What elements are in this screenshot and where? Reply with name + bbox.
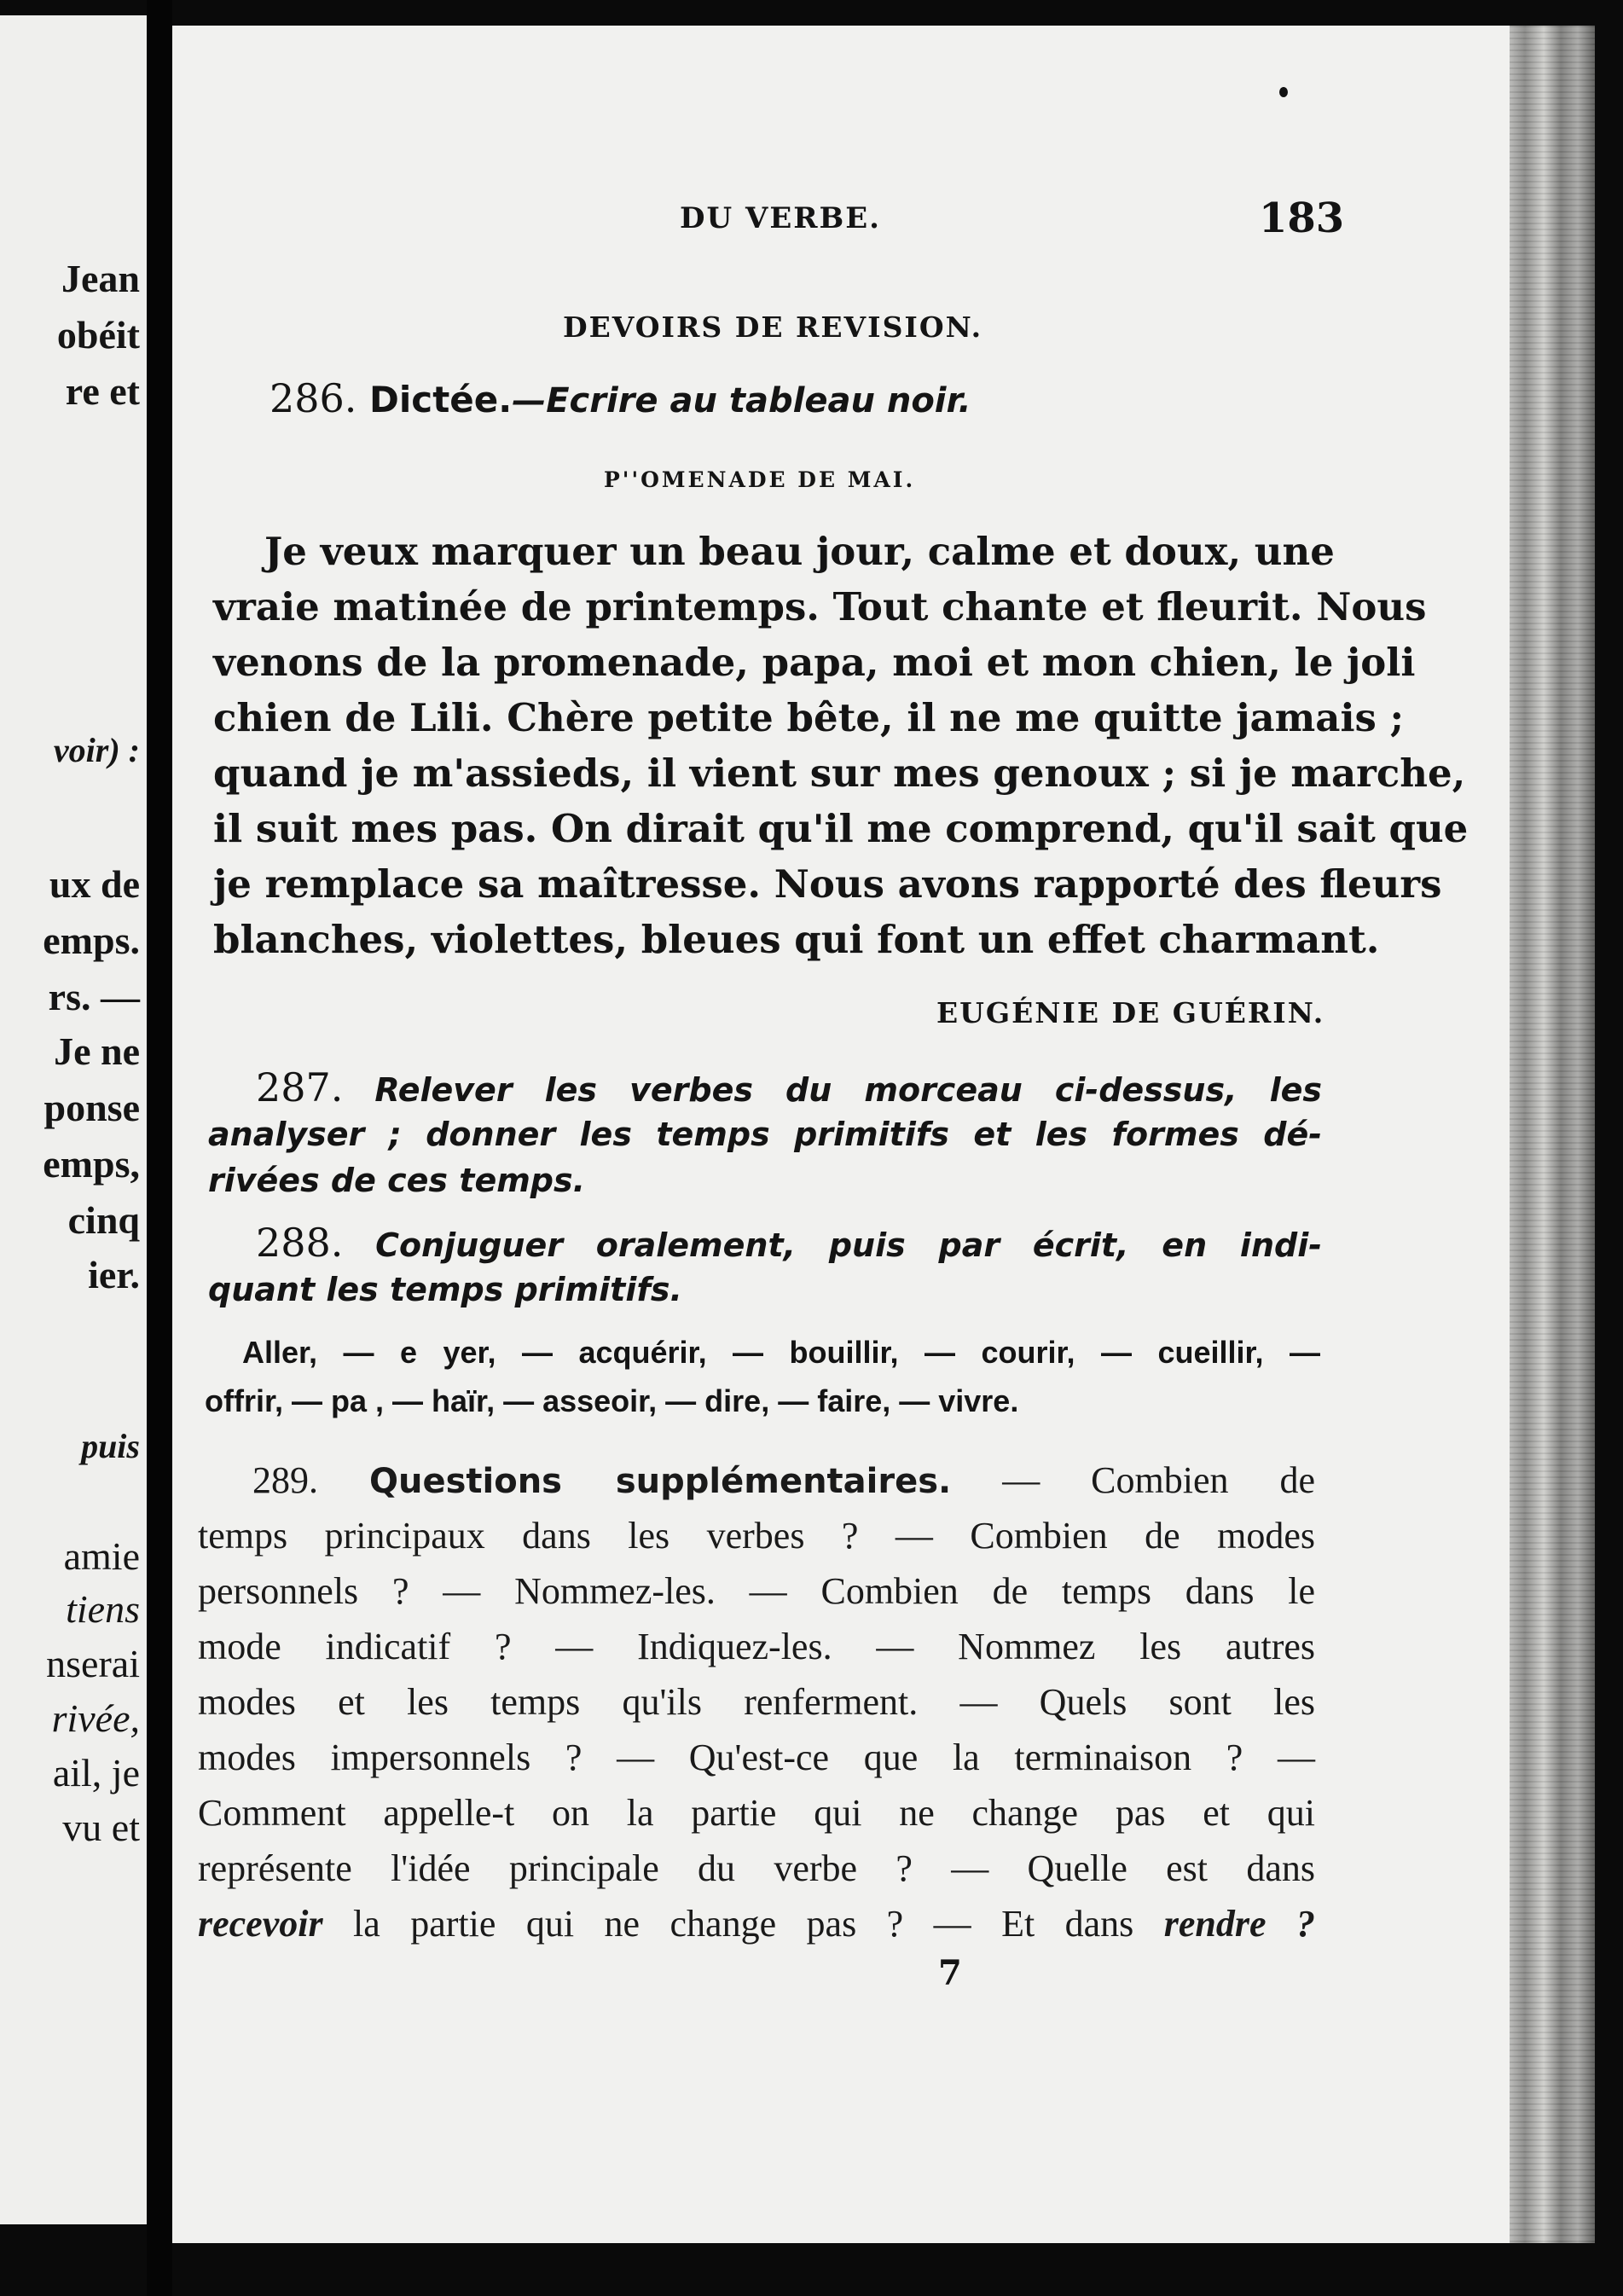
left-page-line: ail, je [52,1751,140,1794]
question-line: temps principaux dans les verbes ? — Combien de modes [198,1515,1315,1557]
exercise-number: 287. [256,1064,344,1110]
left-page-line: ier. [88,1253,140,1296]
dictation-line: je remplace sa maîtresse. Nous avons rapporté des fleurs [213,861,1442,907]
left-page-line: ux de [49,862,140,906]
exercise-instruction-text: Relever les verbes du morceau ci-dessus, les [374,1071,1322,1109]
question-italic-word: recevoir [198,1903,323,1945]
dictation-line: Je veux marquer un beau jour, calme et doux, une [264,529,1335,574]
exercise-title: Dictée. [369,379,513,420]
exercise-instruction: —Ecrire au tableau noir. [512,381,971,420]
signature-mark: 7 [938,1953,962,1993]
question-line: modes impersonnels ? — Qu'est-ce que la terminaison ? — [198,1736,1315,1778]
left-page-line: rivée, [51,1696,140,1740]
left-page-line: emps, [43,1142,140,1186]
question-line: mode indicatif ? — Indiquez-les. — Nommez les autres [198,1626,1315,1667]
exercise-289-line [252,1458,1315,1502]
exercise-288-line [256,1220,1322,1266]
question-line: personnels ? — Nommez-les. — Combien de temps dans le [198,1570,1315,1612]
section-heading: DEVOIRS DE REVISION. [563,310,983,344]
page-gutter [147,0,172,2296]
exercise-title: Questions supplémentaires. [368,1462,952,1501]
page-number: 183 [1259,194,1345,242]
exercise-288-line: quant les temps primitifs. [208,1271,682,1308]
dictation-line: blanches, violettes, bleues qui font un effet charmant. [213,917,1380,962]
left-page-line: re et [65,369,140,413]
dictation-line: il suit mes pas. On dirait qu'il me comprend, qu'il sait que [213,806,1469,851]
left-page-line: emps. [43,919,140,962]
exercise-number: 286. [270,375,357,421]
exercise-287-line: rivées de ces temps. [208,1162,586,1199]
dictation-heading: P''OMENADE DE MAI. [604,467,916,492]
left-page-line: ponse [43,1086,140,1129]
exercise-286-header [270,375,971,421]
left-page-line: cinq [67,1198,140,1242]
left-page-line: nserai [46,1642,140,1685]
left-page-line: voir) : [53,731,140,769]
dictation-line: vraie matinée de printemps. Tout chante et fleurit. Nous [213,584,1427,629]
left-page-line: tiens [66,1587,140,1631]
exercise-number: 288. [256,1220,344,1266]
left-page-line: Jean [61,257,140,300]
left-page-line: rs. — [48,975,140,1018]
verb-list-line: Aller, — e yer, — acquérir, — bouillir, — courir, — cueillir, — [242,1335,1320,1370]
question-text: la partie qui ne change pas ? — Et dans [322,1903,1164,1945]
exercise-287-line: analyser ; donner les temps primitifs et les formes dé- [208,1116,1322,1153]
left-page-line: Je ne [54,1029,140,1073]
page-edge [1510,26,1595,2243]
dictation-author: EUGÉNIE DE GUÉRIN. [936,996,1325,1029]
running-head: DU VERBE. [680,201,882,235]
ink-speck [1279,87,1288,97]
dictation-line: venons de la promenade, papa, moi et mon chien, le joli [213,640,1416,685]
verb-list-line: offrir, — pa , — haïr, — asseoir, — dire, — faire, — vivre. [205,1383,1019,1418]
question-italic-word: rendre ? [1163,1903,1315,1945]
dictation-line: quand je m'assieds, il vient sur mes genoux ; si je marche, [213,751,1466,796]
question-text: — Combien de [1002,1459,1316,1501]
dictation-line: chien de Lili. Chère petite bête, il ne me quitte jamais ; [213,695,1405,740]
left-page-line: amie [63,1534,140,1578]
left-page-line: puis [81,1427,140,1465]
left-page-line: vu et [62,1806,140,1849]
question-line: représente l'idée principale du verbe ? — Quelle est dans [198,1847,1315,1889]
exercise-287-line [256,1064,1322,1110]
exercise-instruction-text: Conjuguer oralement, puis par écrit, en indi- [375,1226,1322,1264]
question-line [198,1902,1315,1945]
exercise-number: 289. [252,1459,318,1501]
previous-page-fragment [0,15,147,2224]
question-line: modes et les temps qu'ils renferment. — Quels sont les [198,1681,1315,1723]
left-page-line: obéit [56,313,140,357]
question-line: Comment appelle-t on la partie qui ne change pas et qui [198,1792,1315,1834]
